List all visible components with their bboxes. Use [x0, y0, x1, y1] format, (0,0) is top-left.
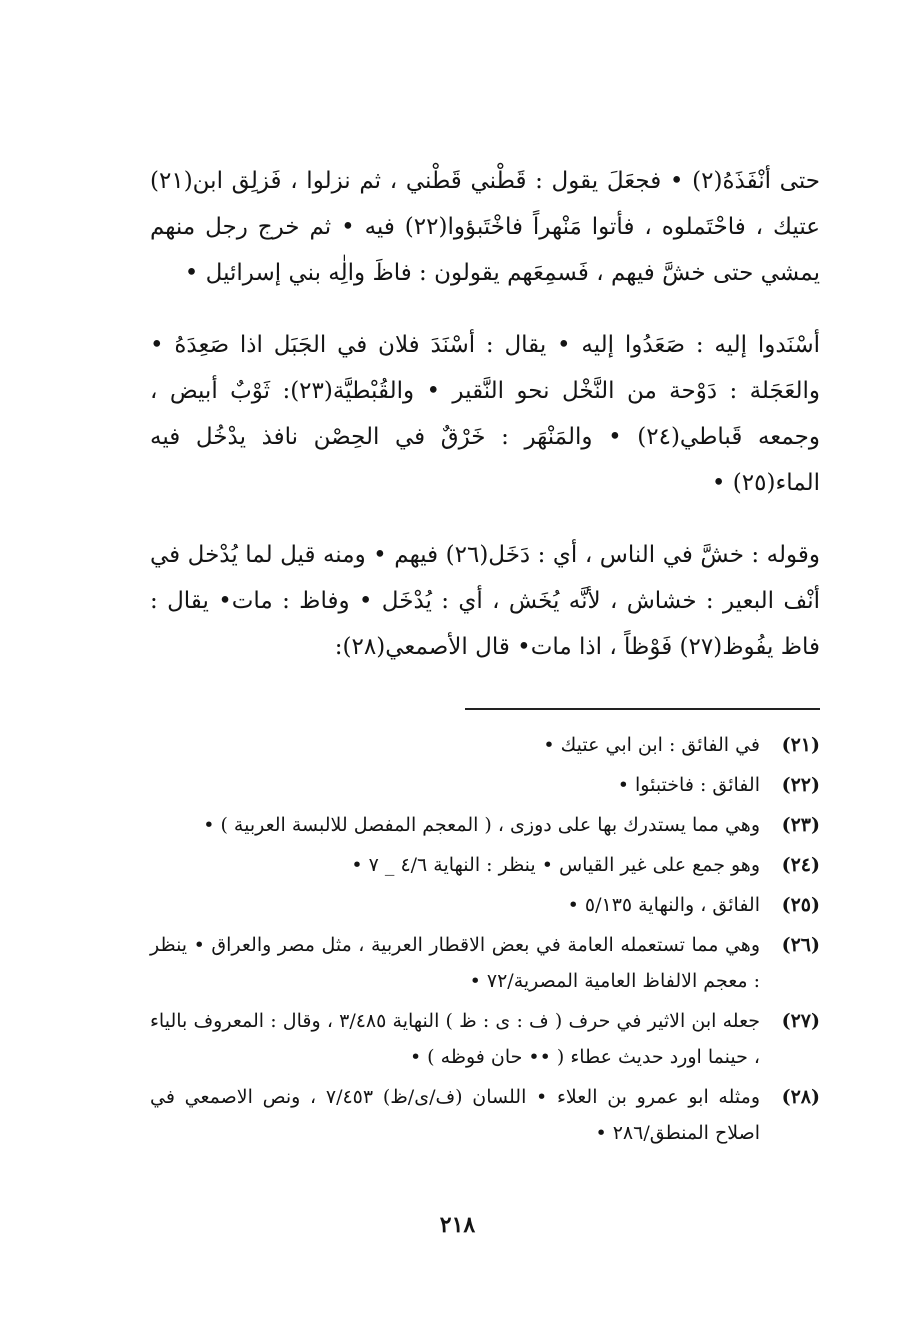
footnote-text: في الفائق : ابن ابي عتيك • — [543, 734, 760, 756]
footnote-text: وهي مما يستدرك بها على دوزى ، ( المعجم المفصل للالبسة العربية ) • — [203, 814, 760, 836]
footnote — [150, 727, 820, 763]
footnote-divider — [465, 708, 820, 710]
footnote-text: ومثله ابو عمرو بن العلاء • اللسان (ف/ى/ظ) ٧/٤٥٣ ، ونص الاصمعي في اصلاح المنطق/٢٨٦ • — [150, 1086, 760, 1144]
footnotes — [150, 727, 820, 1155]
footnote-number: (٢٨) — [781, 1086, 820, 1108]
page-number: ٢١٨ — [439, 1212, 476, 1238]
footnote — [150, 927, 820, 999]
footnote-number: (٢١) — [781, 734, 820, 756]
footnote — [150, 1079, 820, 1151]
footnote-text: وهو جمع على غير القياس • ينظر : النهاية ٤/٦ _ ٧ • — [351, 854, 760, 876]
footnote-number: (٢٢) — [781, 774, 820, 796]
paragraph: حتى أنْفَذَهُ(٢) • فجعَلَ يقول : قَطْني قَطْني ، ثم نزلوا ، فَزلِق ابن(٢١) عتيك ، فاحْتَملوه ، فأتوا مَنْهراً فاخْتَبؤوا(٢٢) فيه • ثم خرج رجل منهم يمشي حتى خشَّ فيهم ، فَسمِعَهم يقولون : فاظَ والِٰه بني إسرائيل • — [150, 168, 820, 286]
footnote-text: وهي مما تستعمله العامة في بعض الاقطار العربية ، مثل مصر والعراق • ينظر : معجم الالفاظ العامية المصرية/٧٢ • — [150, 934, 760, 992]
footnote-number: (٢٧) — [781, 1010, 820, 1032]
footnote — [150, 1003, 820, 1075]
footnote — [150, 767, 820, 803]
footnote-text: جعله ابن الاثير في حرف ( ف : ى : ظ ) النهاية ٣/٤٨٥ ، وقال : المعروف بالياء ، حينما اورد حديث عطاء ( •• حان فوظه ) • — [150, 1010, 761, 1068]
footnote-number: (٢٤) — [781, 854, 820, 876]
main-text — [150, 158, 820, 670]
paragraph: وقوله : خشَّ في الناس ، أي : دَخَل(٢٦) فيهم • ومنه قيل لما يُدْخل في أنْف البعير : خشاش ، لأنَّه يُخَش ، أي : يُدْخَل • وفاظ : مات• يقال : فاظ يفُوظ(٢٧) فَوْظاً ، اذا مات• قال الأصمعي(٢٨): — [150, 542, 820, 660]
footnote — [150, 807, 820, 843]
footnote-number: (٢٣) — [781, 814, 820, 836]
footnote-text: الفائق : فاختبئوا • — [617, 774, 760, 796]
footnote-text: الفائق ، والنهاية ٥/١٣٥ • — [567, 894, 760, 916]
footnote — [150, 887, 820, 923]
footnote-number: (٢٥) — [781, 894, 820, 916]
paragraph: أسْنَدوا إليه : صَعَدُوا إليه • يقال : أسْنَدَ فلان في الجَبَل اذا صَعِدَهُ • والعَجَلة : دَوْحة من النَّخْل نحو النَّقير • والقُبْطيَّة(٢٣): ثَوْبٌ أبيض ، وجمعه قَباطي(٢٤) • والمَنْهَر : خَرْقٌ في الحِصْن نافذ يدْخُل فيه الماء(٢٥) • — [150, 332, 820, 496]
footnote — [150, 847, 820, 883]
footnote-number: (٢٦) — [781, 934, 820, 956]
